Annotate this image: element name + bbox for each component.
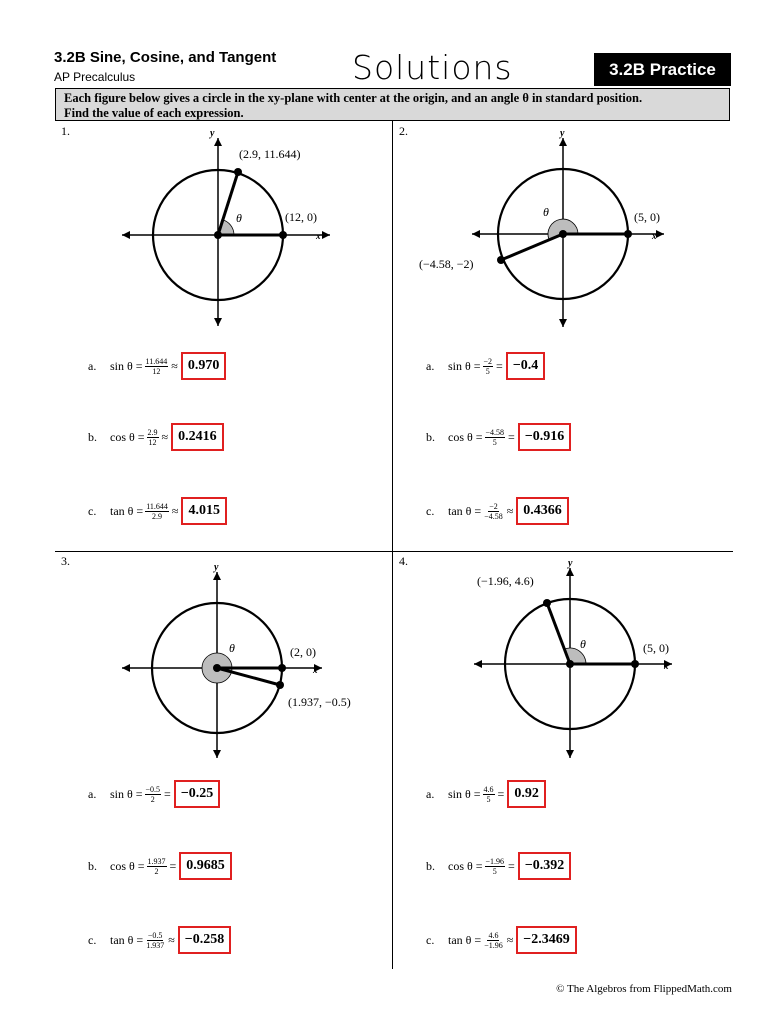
answer-box: 4.015	[181, 497, 227, 525]
answer-box: 0.2416	[171, 423, 224, 451]
problem-4-radius-label: (5, 0)	[643, 641, 669, 655]
problem-1-radius-label: (12, 0)	[285, 210, 317, 224]
problem-2-angle-label: θ	[543, 205, 549, 219]
fraction	[485, 428, 506, 447]
fraction	[145, 357, 169, 376]
fraction-numerator: −0.5	[145, 784, 161, 794]
fraction	[145, 785, 162, 804]
relation-symbol: =	[164, 786, 171, 801]
problem-3-point-label: (1.937, −0.5)	[288, 695, 351, 709]
problem-2-number: 2.	[399, 124, 408, 138]
fraction-numerator: −2	[489, 501, 498, 511]
grid-divider-vertical	[392, 121, 393, 969]
problem-1-part-b	[88, 423, 224, 451]
trig-expression: tan θ =	[448, 503, 482, 518]
problem-2-x-axis-label: x	[652, 231, 657, 241]
part-letter: c.	[426, 932, 435, 947]
part-letter: b.	[426, 858, 435, 873]
problem-3-radius-label: (2, 0)	[290, 645, 316, 659]
fraction	[147, 428, 159, 447]
trig-expression: tan θ =	[110, 932, 144, 947]
instructions-box	[55, 88, 730, 121]
problem-1-part-a	[88, 352, 226, 380]
fraction	[483, 931, 504, 950]
relation-symbol: ≈	[171, 358, 178, 373]
fraction	[147, 857, 167, 876]
problem-4-x-axis-label: x	[664, 661, 669, 671]
problem-3-part-a	[88, 780, 220, 808]
problem-2-figure	[412, 126, 672, 331]
copyright-footer: © The Algebros from FlippedMath.com	[556, 983, 732, 995]
trig-expression: sin θ =	[448, 786, 481, 801]
trig-expression: cos θ =	[448, 858, 483, 873]
problem-2-part-a	[426, 352, 545, 380]
part-letter: a.	[88, 786, 97, 801]
problem-2-point-label: (−4.58, −2)	[419, 257, 474, 271]
fraction	[483, 785, 495, 804]
fraction	[145, 502, 169, 521]
problem-4-part-c	[426, 926, 577, 954]
trig-expression: cos θ =	[448, 429, 483, 444]
fraction-numerator: 4.6	[488, 930, 499, 940]
relation-symbol: ≈	[161, 429, 169, 444]
worksheet-title: 3.2B Sine, Cosine, and Tangent	[54, 49, 277, 66]
answer-box: 0.970	[181, 352, 227, 380]
fraction-denominator: 5	[486, 794, 491, 804]
part-letter: a.	[88, 358, 97, 373]
problem-2-radius-label: (5, 0)	[634, 210, 660, 224]
course-name: AP Precalculus	[54, 70, 136, 84]
answer-box: −2.3469	[516, 926, 576, 954]
grid-divider-horizontal	[55, 551, 733, 552]
fraction-numerator: −1.96	[485, 856, 505, 866]
relation-symbol: ≈	[168, 932, 175, 947]
fraction-denominator: 1.937	[146, 940, 165, 950]
fraction-denominator: 5	[492, 866, 497, 876]
fraction-denominator: 2	[154, 866, 159, 876]
problem-3-x-axis-label: x	[313, 665, 318, 675]
fraction-denominator: 2	[150, 794, 155, 804]
part-letter: a.	[426, 358, 435, 373]
answer-box: 0.4366	[516, 497, 569, 525]
relation-symbol: ≈	[506, 932, 514, 947]
relation-symbol: ≈	[506, 503, 514, 518]
problem-3-part-c	[88, 926, 231, 954]
trig-expression: cos θ =	[110, 429, 145, 444]
problem-4-angle-label: θ	[580, 637, 586, 651]
fraction-numerator: 11.644	[146, 501, 168, 511]
trig-expression: tan θ =	[448, 932, 482, 947]
fraction-denominator: 5	[492, 437, 497, 447]
problem-1-y-axis-label: y	[210, 128, 215, 139]
trig-expression: tan θ =	[110, 503, 144, 518]
fraction-numerator: 2.9	[147, 427, 158, 437]
part-letter: c.	[88, 932, 97, 947]
trig-expression: sin θ =	[448, 358, 481, 373]
part-letter: a.	[426, 786, 435, 801]
answer-box: 0.9685	[179, 852, 232, 880]
problem-3-y-axis-label: y	[214, 562, 219, 573]
fraction-denominator: −1.96	[484, 940, 503, 950]
trig-expression: sin θ =	[110, 358, 143, 373]
fraction	[145, 931, 165, 950]
problem-4-part-a	[426, 780, 546, 808]
part-letter: b.	[88, 858, 97, 873]
answer-box: −0.4	[506, 352, 545, 380]
problem-4-point-label: (−1.96, 4.6)	[477, 574, 534, 588]
problem-1-point-label: (2.9, 11.644)	[239, 147, 301, 161]
practice-badge: 3.2B Practice	[594, 53, 731, 86]
relation-symbol: =	[508, 858, 515, 873]
instructions-line-2: Find the value of each expression.	[64, 106, 244, 120]
fraction	[485, 857, 506, 876]
problem-4-part-b	[426, 852, 571, 880]
answer-box: −0.392	[518, 852, 571, 880]
fraction-numerator: −0.5	[147, 930, 163, 940]
problem-1-figure	[110, 126, 340, 331]
fraction-numerator: 4.6	[483, 784, 494, 794]
fraction-denominator: 5	[485, 366, 490, 376]
part-letter: b.	[88, 429, 97, 444]
fraction-numerator: −4.58	[485, 427, 505, 437]
relation-symbol: =	[496, 358, 503, 373]
problem-2-part-c	[426, 497, 569, 525]
fraction-numerator: 11.644	[145, 356, 168, 366]
relation-symbol: =	[169, 858, 177, 873]
problem-1-part-c	[88, 497, 227, 525]
problem-4-figure	[462, 558, 722, 763]
problem-2-part-b	[426, 423, 571, 451]
relation-symbol: =	[497, 786, 505, 801]
fraction-numerator: −2	[483, 356, 493, 366]
answer-box: −0.916	[518, 423, 571, 451]
trig-expression: cos θ =	[110, 858, 145, 873]
answer-box: 0.92	[507, 780, 546, 808]
instructions-line-1: Each figure below gives a circle in the xy-plane with center at the origin, and an angle θ in standard position.	[64, 91, 643, 105]
fraction	[483, 357, 494, 376]
answer-box: −0.25	[174, 780, 220, 808]
fraction-denominator: 2.9	[152, 511, 163, 521]
problem-3-part-b	[88, 852, 232, 880]
part-letter: c.	[426, 503, 435, 518]
fraction-denominator: 12	[148, 437, 157, 447]
problem-3-figure	[110, 558, 390, 763]
relation-symbol: =	[508, 429, 515, 444]
problem-1-angle-label: θ	[236, 211, 242, 225]
answer-box: −0.258	[178, 926, 231, 954]
problem-1-x-axis-label: x	[316, 231, 321, 241]
part-letter: b.	[426, 429, 435, 444]
fraction-numerator: 1.937	[147, 856, 166, 866]
fraction	[483, 502, 504, 521]
problem-3-number: 3.	[61, 554, 70, 568]
trig-expression: sin θ =	[110, 786, 143, 801]
problem-4-y-axis-label: y	[568, 558, 573, 569]
problem-1-number: 1.	[61, 124, 70, 138]
fraction-denominator: 12	[152, 366, 161, 376]
fraction-denominator: −4.58	[484, 511, 503, 521]
problem-2-y-axis-label: y	[560, 128, 565, 139]
problem-4-number: 4.	[399, 554, 408, 568]
solutions-heading: Solutions	[352, 48, 513, 87]
relation-symbol: ≈	[171, 503, 179, 518]
part-letter: c.	[88, 503, 97, 518]
problem-3-angle-label: θ	[229, 641, 235, 655]
